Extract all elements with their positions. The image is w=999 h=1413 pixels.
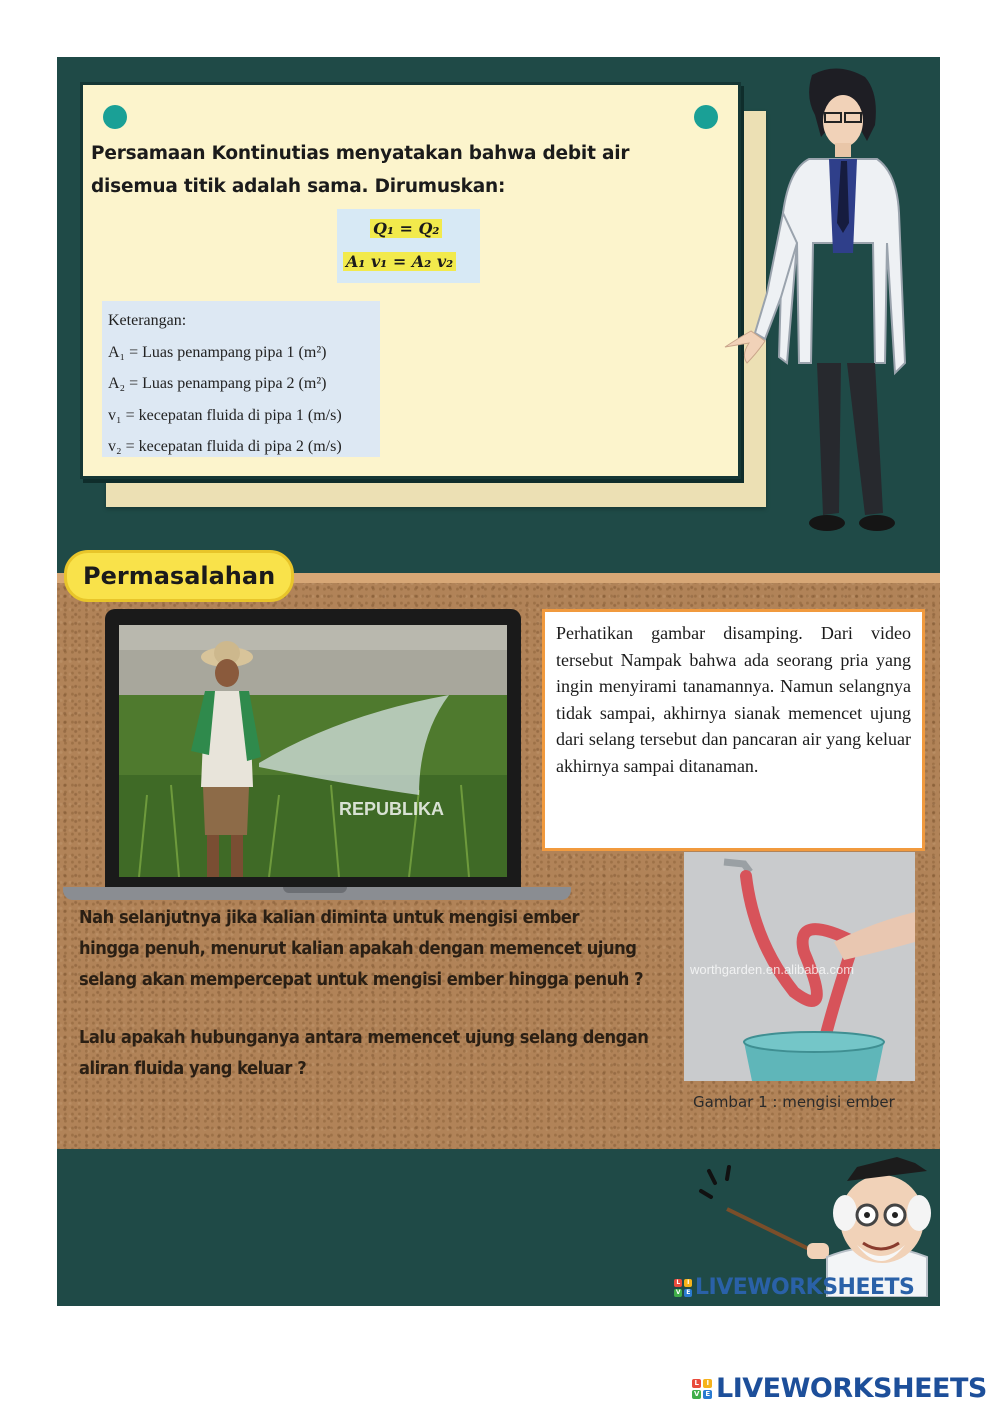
- legend-item-a2: A₂ = Luas penampang pipa 2 (m²): [108, 375, 327, 392]
- bucket-hose-photo: [684, 852, 915, 1081]
- question-1: [79, 903, 656, 996]
- liveworksheets-wordmark: LIVEWORKSHEETS: [716, 1373, 987, 1404]
- formula-legend: [102, 301, 380, 457]
- liveworksheets-icon: L I V E: [692, 1379, 712, 1399]
- formula-area-velocity: A₁ v₁ = A₂ v₂: [343, 252, 456, 271]
- problem-description: Perhatikan gambar disamping. Dari video tersebut Nampak bahwa ada seorang pria yang ingin menyirami tanamannya. Namun selangnya tidak sampai, akhirnya sianak memencet ujung dari selang tersebut dan pancaran air yang keluar akhirnya sampai ditanaman.: [542, 609, 925, 851]
- intro-line-1: Persamaan Kontinutias menyatakan bahwa debit air: [91, 143, 630, 164]
- liveworksheets-logo[interactable]: [692, 1373, 987, 1404]
- pin-dot-left: [103, 105, 127, 129]
- intro-line-2: disemua titik adalah sama. Dirumuskan:: [91, 176, 506, 197]
- legend-item-v1: v₁ = kecepatan fluida di pipa 1 (m/s): [108, 406, 342, 424]
- laptop-notch: [283, 887, 347, 893]
- scientist-illustration: [717, 63, 937, 543]
- liveworksheets-logo-inner: [674, 1275, 914, 1300]
- liveworksheets-icon: L I V E: [674, 1279, 692, 1297]
- continuity-intro: [91, 137, 731, 203]
- figure-caption: Gambar 1 : mengisi ember: [693, 1093, 895, 1111]
- video-still-watering[interactable]: [119, 625, 507, 877]
- worksheet-page: [57, 57, 940, 1306]
- note-card: [80, 82, 741, 479]
- republika-watermark: REPUBLIKA: [339, 799, 445, 819]
- question-2: [79, 1023, 656, 1085]
- formula-debit: Q₁ = Q₂: [370, 219, 442, 238]
- question-2-line-2: aliran fluida yang keluar ?: [79, 1059, 307, 1079]
- question-1-line-2: hingga penuh, menurut kalian apakah dengan memencet ujung: [79, 939, 637, 959]
- legend-item-v2: v₂ = kecepatan fluida di pipa 2 (m/s): [108, 438, 342, 455]
- pin-dot-right: [694, 105, 718, 129]
- question-2-line-1: Lalu apakah hubunganya antara memencet ujung selang dengan: [79, 1028, 649, 1048]
- legend-title: Keterangan:: [108, 312, 187, 329]
- liveworksheets-wordmark-inner: LIVEWORKSHEETS: [695, 1275, 915, 1300]
- question-1-line-1: Nah selanjutnya jika kalian diminta untuk mengisi ember: [79, 908, 580, 928]
- laptop-frame: [105, 609, 521, 889]
- section-tag-permasalahan: Permasalahan: [64, 550, 294, 602]
- legend-item-a1: A₁ = Luas penampang pipa 1 (m²): [108, 343, 327, 361]
- bucket-hose-image: [684, 852, 915, 1081]
- continuity-formula: [337, 209, 480, 283]
- photo-watermark: worthgarden.en.alibaba.com: [690, 962, 855, 977]
- question-1-line-3: selang akan mempercepat untuk mengisi ember hingga penuh ?: [79, 970, 644, 990]
- watering-scene-image: [119, 625, 507, 877]
